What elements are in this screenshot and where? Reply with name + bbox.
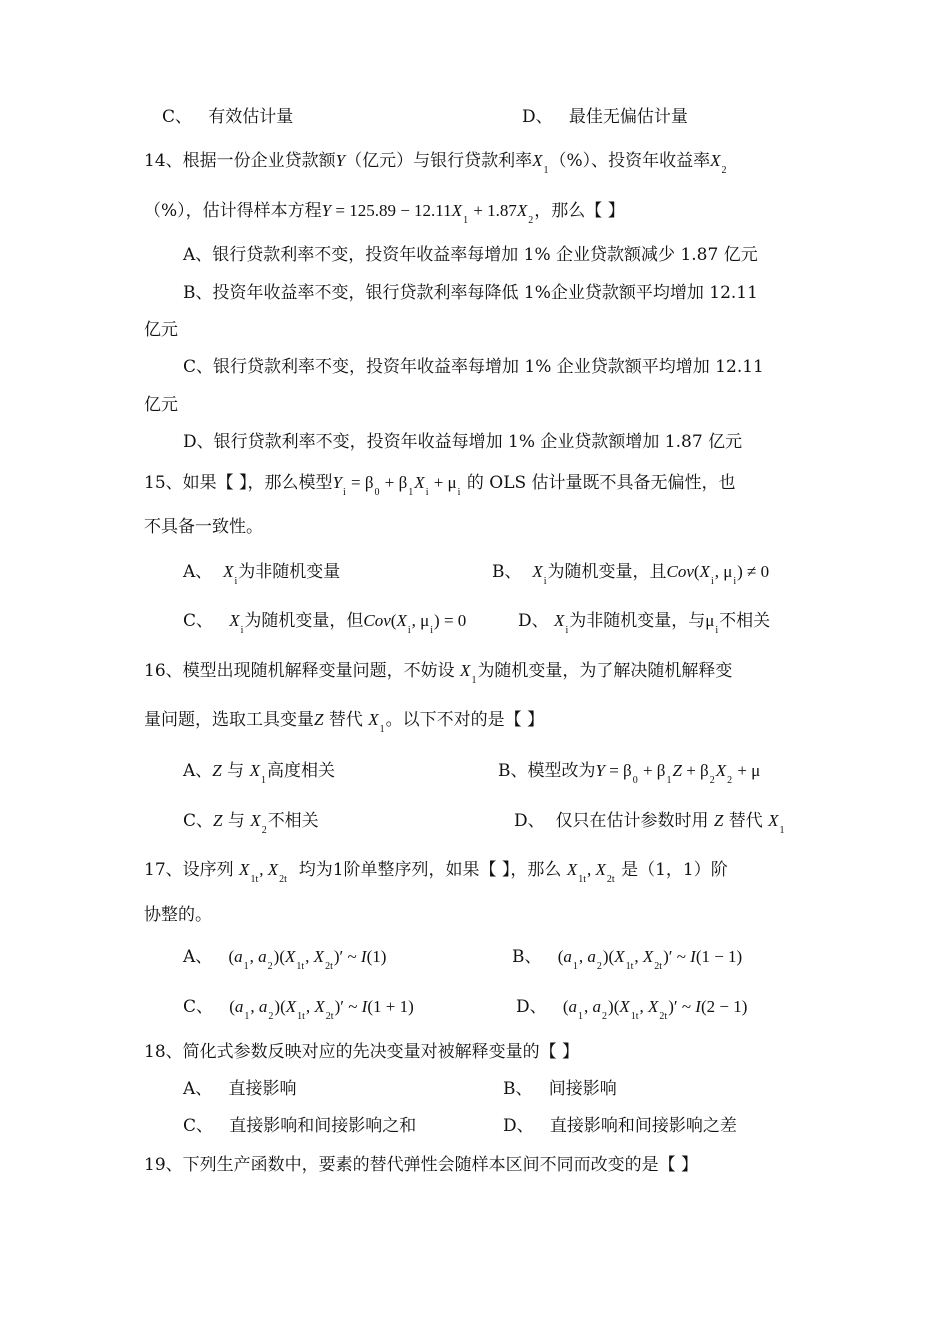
- option-text: 仅只在估计参数时用: [555, 811, 709, 831]
- option-label: D、: [516, 997, 547, 1017]
- q15-cov-eq: $Cov(X_i$, $\mu_i) = 0$: [363, 611, 467, 636]
- q14-option-b: B、投资年收益率不变，银行贷款利率每降低 1%企业贷款额平均增加 12.11: [183, 283, 758, 303]
- q14-option-d: D、银行贷款利率不变，投资年收益每增加 1% 企业贷款额增加 1.87 亿元: [183, 432, 743, 452]
- q17-stem-text: 是（1，1）阶: [621, 860, 728, 880]
- option-label: A、: [183, 761, 213, 781]
- option-text: 高度相关: [266, 761, 335, 781]
- option-label: C、: [162, 107, 193, 127]
- option-text: 为随机变量，且: [547, 562, 667, 582]
- q14-option-c: C、银行贷款利率不变，投资年收益率每增加 1% 企业贷款额平均增加 12.11: [183, 357, 764, 377]
- q16-option-d: D、 仅只在估计参数时用 Z 替代 $X_1$: [514, 811, 785, 836]
- q14-stem-text: （%），估计得样本方程: [144, 201, 322, 221]
- q15-stem-line2: 不具备一致性。: [144, 517, 263, 537]
- option-text: 与: [227, 761, 245, 781]
- option-label: C、: [183, 997, 214, 1017]
- q15-option-c: C、 $X_i$为随机变量，但$Cov(X_i$, $\mu_i) = 0$: [183, 611, 467, 636]
- option-label: D、: [503, 1116, 534, 1136]
- option-label: A、: [183, 947, 213, 967]
- q14-stem-text: 14、根据一份企业贷款额: [144, 151, 336, 171]
- q17-stem-text: 均为1阶单整序列，如果【 】，那么: [298, 860, 562, 880]
- option-label: B、: [503, 1079, 533, 1099]
- option-label: B、: [492, 562, 522, 582]
- q14-stem-line1: [144, 150, 728, 175]
- option-text: 为随机变量，但: [244, 611, 364, 631]
- option-text: 不相关: [267, 811, 319, 831]
- q14-option-b-cont: 亿元: [144, 320, 178, 340]
- q15-stem-text: 15、如果【 】，那么模型: [144, 473, 333, 493]
- q17-option-d: D、 ($a_1$, $a_2)(X_{1t}$, $X_{2t})'$ ~ I(2 − 1): [516, 997, 748, 1022]
- q18-option-b: [503, 1078, 617, 1100]
- q14-stem-text: （亿元）与银行贷款利率: [345, 151, 533, 171]
- option-text: 替代: [728, 811, 763, 831]
- q14-stem-text: ，那么【 】: [534, 201, 625, 221]
- q14-equation: $Y = 125.89 - 12.11X_1 + 1.87X_2$: [321, 201, 534, 226]
- q18-stem: 18、简化式参数反映对应的先决变量对被解释变量的【 】: [144, 1042, 580, 1062]
- q15-option-a: A、 $X_i$为非随机变量: [183, 562, 341, 587]
- q17-option-b: B、 ($a_1$, $a_2)(X_{1t}$, $X_{2t})'$ ~ I(1 − 1): [512, 947, 743, 972]
- q14-stem-line2: [144, 200, 625, 225]
- q16-stem-text: 替代: [328, 710, 363, 730]
- q16-stem-text: 为随机变量，为了解决随机解释变: [477, 661, 733, 681]
- option-label: C、: [183, 811, 214, 831]
- option-label: B、模型改为: [498, 761, 596, 781]
- q16-option-b: [498, 760, 760, 785]
- q15-option-b: B、 $X_i$为随机变量，且$Cov(X_i$, $\mu_i) \ne 0$: [492, 562, 770, 587]
- option-text: 直接影响: [228, 1079, 297, 1099]
- q17-stem-line1: 17、设序列 $X_{1t}$, $X_{2t}$ 均为1阶单整序列，如果【 】，那么 $X_{1t}$, $X_{2t}$ 是（1，1）阶: [144, 860, 728, 885]
- option-label: C、: [183, 611, 214, 631]
- q16-stem-line1: 16、模型出现随机解释变量问题，不妨设 $X_1$为随机变量，为了解决随机解释变: [144, 661, 733, 686]
- q14-option-c-cont: 亿元: [144, 395, 178, 415]
- q18-option-c: [183, 1115, 416, 1137]
- option-label: B、: [512, 947, 542, 967]
- q13-option-c: [162, 106, 293, 128]
- option-text: 最佳无偏估计量: [568, 107, 688, 127]
- q16-option-a: A、Z 与 $X_1$高度相关: [183, 761, 335, 786]
- option-text: 有效估计量: [208, 107, 294, 127]
- q14-option-a: A、银行贷款利率不变，投资年收益率每增加 1% 企业贷款额减少 1.87 亿元: [183, 245, 758, 265]
- var-x1: $X_1$: [532, 151, 549, 176]
- q16-model-b: $Y = \beta_0 + \beta_1Z + \beta_2X_2 + \mu$: [595, 761, 761, 786]
- q14-stem-text: （%）、投资年收益率: [549, 151, 711, 171]
- option-label: D、: [514, 811, 545, 831]
- q17-option-c: C、 ($a_1$, $a_2)(X_{1t}$, $X_{2t})'$ ~ I(1 + 1): [183, 997, 414, 1022]
- q16-stem-line2: 量问题，选取工具变量Z 替代 $X_1$。以下不对的是【 】: [144, 710, 545, 735]
- option-text: 直接影响和间接影响之和: [229, 1116, 417, 1136]
- var-x2: $X_2$: [710, 151, 727, 176]
- option-label: D、: [518, 611, 549, 631]
- q17-stem-text: 17、设序列: [144, 860, 234, 880]
- option-text: 不相关: [719, 611, 771, 631]
- option-text: 直接影响和间接影响之差: [549, 1116, 737, 1136]
- q18-option-a: [183, 1078, 297, 1100]
- q16-stem-text: 。以下不对的是【 】: [385, 710, 545, 730]
- option-label: C、: [183, 1116, 214, 1136]
- q16-stem-text: 16、模型出现随机解释变量问题，不妨设: [144, 661, 455, 681]
- q17-option-a: A、 ($a_1$, $a_2)(X_{1t}$, $X_{2t})'$ ~ I(1): [183, 947, 387, 972]
- q16-option-c: C、Z 与 $X_2$不相关: [183, 811, 319, 836]
- q15-stem-text: 的 OLS 估计量既不具备无偏性，也: [466, 473, 736, 493]
- q15-cov-neq: $Cov(X_i$, $\mu_i) \ne 0$: [666, 562, 770, 587]
- q18-option-d: [503, 1115, 737, 1137]
- option-label: D、: [522, 107, 553, 127]
- var-y: Y: [335, 151, 346, 170]
- option-text: 为非随机变量: [238, 562, 341, 582]
- q15-stem-line1: [144, 472, 736, 497]
- option-text: 与: [227, 811, 245, 831]
- q17-stem-line2: 协整的。: [144, 905, 212, 925]
- option-text: 间接影响: [548, 1079, 617, 1099]
- option-label: A、: [183, 1079, 213, 1099]
- q16-stem-text: 量问题，选取工具变量: [144, 710, 314, 730]
- q15-option-d: D、 $X_i$为非随机变量，与$\mu_i$不相关: [518, 611, 771, 636]
- option-label: A、: [183, 562, 213, 582]
- option-text: 为非随机变量，与: [569, 611, 706, 631]
- q13-option-d: [522, 106, 688, 128]
- q19-stem: 19、下列生产函数中，要素的替代弹性会随样本区间不同而改变的是【 】: [144, 1155, 699, 1175]
- q15-model: $Y_i = \beta_0 + \beta_1X_i + \mu_i$: [332, 473, 461, 498]
